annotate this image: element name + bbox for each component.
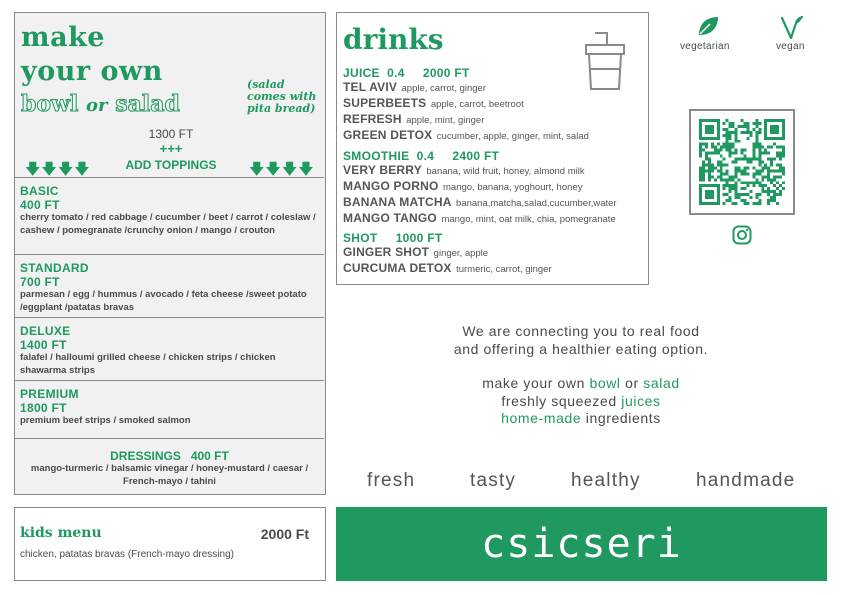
- section-items: parmesan / egg / hummus / avocado / feta cheese /sweet potato /eggplant /patatas bravas: [20, 289, 307, 313]
- drink-item: [343, 195, 647, 211]
- section-price: 1800 FT: [20, 401, 67, 415]
- drink-group-shot: [343, 231, 647, 277]
- section-items: falafel / halloumi grilled cheese / chicken strips / chicken shawarma strips: [20, 352, 276, 376]
- drink-group-heading: JUICE 0.4 2000 FT: [343, 66, 470, 80]
- drink-desc: apple, carrot, ginger: [401, 83, 487, 94]
- drink-name: GINGER SHOT: [343, 245, 430, 259]
- section-price: 1400 FT: [20, 338, 67, 352]
- value-fresh: fresh: [367, 470, 416, 491]
- topping-section-premium: [15, 380, 324, 438]
- drink-name: MANGO PORNO: [343, 179, 439, 193]
- section-items: premium beef strips / smoked salmon: [20, 415, 191, 426]
- salad-word: salad: [115, 91, 180, 117]
- brand-bar: [336, 507, 827, 581]
- section-price: 700 FT: [20, 275, 60, 289]
- text: make your own: [482, 375, 590, 391]
- drink-desc: mango, mint, oat milk, chia, pomegranate: [441, 214, 616, 225]
- drink-desc: turmeric, carrot, ginger: [456, 264, 552, 275]
- drink-name: GREEN DETOX: [343, 128, 433, 142]
- drink-item: [343, 163, 647, 179]
- drink-item: [343, 112, 647, 128]
- section-name: DELUXE: [20, 324, 71, 338]
- about-line-4: [336, 392, 826, 410]
- text: ingredients: [581, 410, 661, 426]
- title-make: make: [21, 22, 105, 53]
- about-line-5: [336, 409, 826, 427]
- about-line-3: [336, 374, 826, 392]
- section-name: PREMIUM: [20, 387, 79, 401]
- kids-menu-panel: [14, 507, 326, 581]
- drink-item: [343, 80, 647, 96]
- drink-item: [343, 245, 647, 261]
- topping-section-deluxe: [15, 317, 324, 380]
- drink-name: REFRESH: [343, 112, 402, 126]
- brand-name: csicseri: [481, 521, 682, 567]
- topping-section-standard: [15, 254, 324, 317]
- bowl-highlight: bowl: [589, 375, 621, 391]
- drink-name: MANGO TANGO: [343, 211, 437, 225]
- add-toppings-label: ADD TOPPINGS: [125, 158, 217, 172]
- drink-item: [343, 261, 647, 277]
- drinks-title: drinks: [343, 23, 444, 56]
- about-line-1: We are connecting you to real food: [462, 323, 700, 339]
- drink-group-heading: SMOOTHIE 0.4 2400 FT: [343, 149, 500, 163]
- section-name: STANDARD: [20, 261, 89, 275]
- section-price: 400 FT: [20, 198, 60, 212]
- drink-item: [343, 128, 647, 144]
- arrow-down-icon: 🡇🡇🡇🡇: [25, 161, 91, 178]
- kids-menu-title: kids menu: [20, 525, 102, 541]
- drink-desc: apple, carrot, beetroot: [430, 99, 524, 110]
- drink-item: [343, 96, 647, 112]
- dressings-heading: DRESSINGS 400 FT: [110, 449, 229, 463]
- text: freshly squeezed: [501, 393, 622, 409]
- drink-desc: cucumber, apple, ginger, mint, salad: [436, 131, 589, 142]
- build-your-own-panel: [14, 12, 326, 495]
- bowl-word: bowl: [21, 91, 79, 117]
- vegan-v-icon: [780, 14, 804, 40]
- drink-desc: banana,matcha,salad,cucumber,water: [456, 198, 617, 209]
- drink-desc: banana, wild fruit, honey, almond milk: [426, 166, 585, 177]
- drink-name: CURCUMA DETOX: [343, 261, 452, 275]
- kids-menu-items: chicken, patatas bravas (French-mayo dressing): [20, 549, 234, 560]
- drink-name: SUPERBEETS: [343, 96, 427, 110]
- text: or: [620, 375, 644, 391]
- value-healthy: healthy: [571, 470, 641, 491]
- qr-code-pattern: [699, 119, 785, 205]
- plus-signs: +++: [159, 141, 183, 156]
- salad-highlight: salad: [643, 375, 680, 391]
- value-tasty: tasty: [470, 470, 517, 491]
- dressings-items: mango-turmeric / balsamic vinegar / honey-mustard / caesar / French-mayo / tahini: [30, 463, 309, 487]
- vegan-label: vegan: [776, 41, 805, 52]
- kids-menu-price: 2000 Ft: [260, 526, 309, 542]
- arrow-down-icon: 🡇🡇🡇🡇: [249, 161, 315, 178]
- section-items: cherry tomato / red cabbage / cucumber / beet / carrot / coleslaw / cashew / pomegranate /crunchy onion / mango / crouton: [20, 212, 316, 236]
- drink-name: VERY BERRY: [343, 163, 422, 177]
- drink-item: [343, 179, 647, 195]
- or-word: or: [86, 95, 108, 116]
- qr-code-icon[interactable]: [689, 109, 795, 215]
- title-bowl-or-salad: [21, 91, 180, 119]
- value-handmade: handmade: [696, 470, 796, 491]
- juices-highlight: juices: [621, 393, 661, 409]
- drink-name: TEL AVIV: [343, 80, 398, 94]
- drink-group-juice: [343, 66, 647, 144]
- drink-desc: apple, mint, ginger: [406, 115, 485, 126]
- drink-name: BANANA MATCHA: [343, 195, 452, 209]
- drink-desc: mango, banana, yoghourt, honey: [443, 182, 583, 193]
- about-line-2: and offering a healthier eating option.: [453, 341, 709, 357]
- salad-note: (salad comes with pita bread): [247, 78, 317, 115]
- leaf-icon: [696, 14, 720, 38]
- dressings-section: [15, 438, 324, 494]
- section-name: BASIC: [20, 184, 59, 198]
- instagram-icon[interactable]: [732, 225, 752, 245]
- vegetarian-label: vegetarian: [680, 41, 730, 52]
- title-your-own: your own: [21, 56, 163, 87]
- drink-item: [343, 211, 647, 227]
- home-made-highlight: home-made: [501, 410, 582, 426]
- drinks-panel: [336, 12, 649, 285]
- drink-group-heading: SHOT 1000 FT: [343, 231, 443, 245]
- drink-desc: ginger, apple: [433, 248, 489, 259]
- drink-group-smoothie: [343, 149, 647, 227]
- topping-section-basic: [15, 177, 324, 254]
- base-price: 1300 FT: [148, 127, 194, 141]
